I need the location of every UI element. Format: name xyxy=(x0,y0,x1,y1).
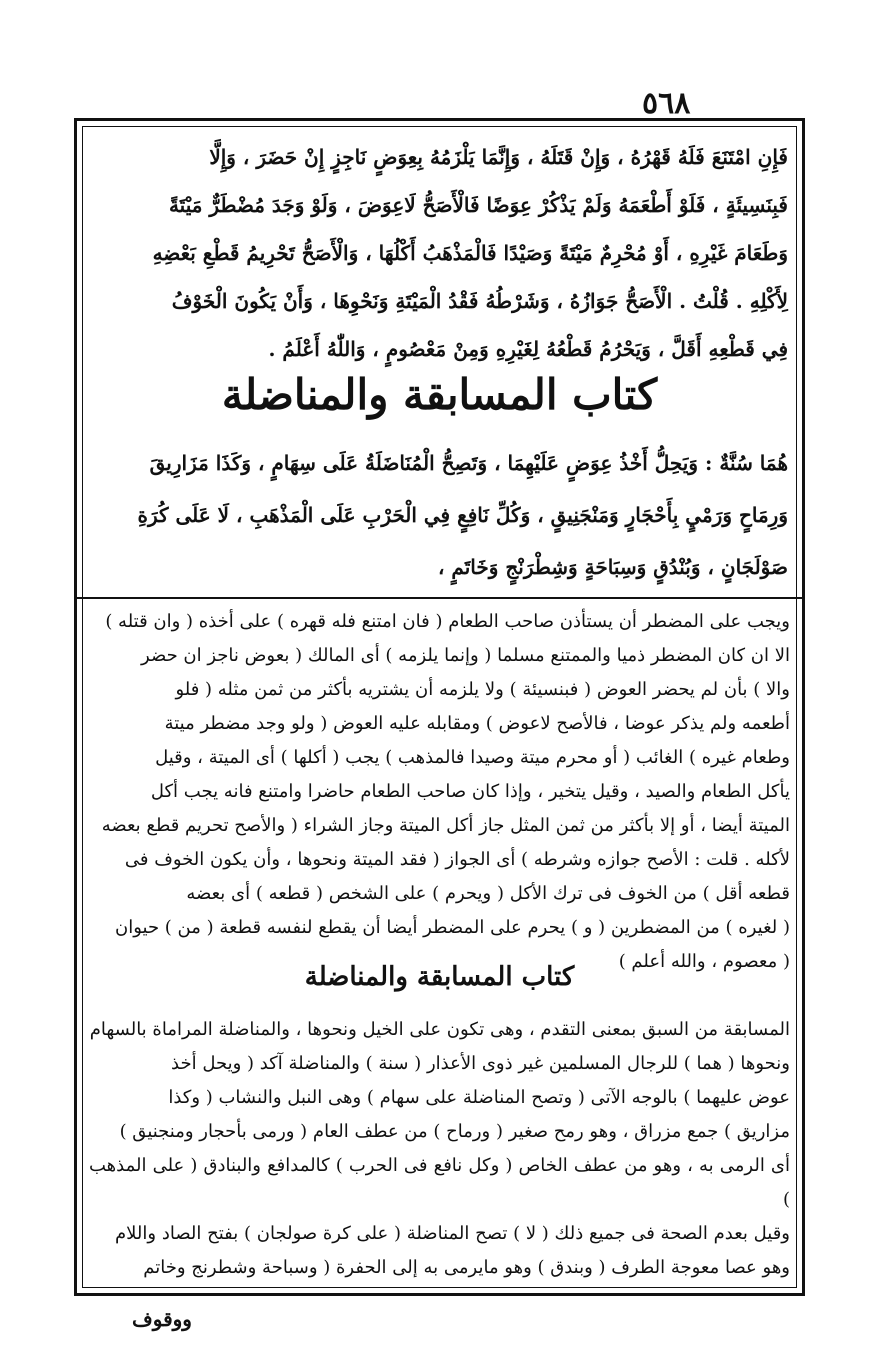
matn-line: فَبِنَسِيئَةٍ ، فَلَوْ أَطْعَمَهُ وَلَمْ يَذْكُرْ عِوَضًا فَالْأَصَحُّ لَاعِوَضَ ، وَلَوْ وَجَدَ مُضْطَرٌّ مَيْتَةً xyxy=(168,193,788,217)
matn-line: صَوْلَجَانٍ ، وَبُنْدُقٍ وَسِبَاحَةٍ وَشِطْرَنْجٍ وَخَاتَمٍ ، xyxy=(437,555,788,579)
commentary-line: ونحوها ( هما ) للرجال المسلمين غير ذوى الأعذار ( سنة ) والمناضلة آكد ( ويحل أخذ xyxy=(171,1053,790,1074)
matn-line: فَإِنِ امْتَنَعَ فَلَهُ قَهْرُهُ ، وَإِنْ قَتَلَهُ ، وَإِنَّمَا يَلْزَمُهُ بِعِوَضٍ نَاجِزٍ إِنْ حَضَرَ ، وَإِلَّا xyxy=(209,145,788,169)
commentary-chapter-text xyxy=(89,1013,790,1285)
matn-line: وَطَعَامَ غَيْرِهِ ، أَوْ مُحْرِمٌ مَيْتَةً وَصَيْدًا فَالْمَذْهَبُ أَكْلُهَا ، وَالْأَصَحُّ تَحْرِيمُ قَطْعِ بَعْضِهِ xyxy=(152,241,788,265)
chapter-heading-small: كتاب المسابقة والمناضلة xyxy=(304,962,575,992)
commentary-line: قطعه أقل ) من الخوف فى ترك الأكل ( ويحرم ) على الشخص ( قطعه ) أى بعضه xyxy=(186,883,790,904)
commentary-line: عوض عليهما ) بالوجه الآتى ( وتصح المناضلة على سهام ) وهى النبل والنشاب ( وكذا xyxy=(168,1087,790,1108)
matn-upper-text xyxy=(91,133,788,373)
page-frame xyxy=(74,118,805,1296)
commentary-line: أطعمه ولم يذكر عوضا ، فالأصح لاعوض ) ومقابله عليه العوض ( ولو وجد مضطر ميتة xyxy=(164,713,790,734)
matn-line: هُمَا سُنَّةٌ : وَيَحِلُّ أَخْذُ عِوَضٍ عَلَيْهِمَا ، وَتَصِحُّ الْمُنَاضَلَةُ عَلَى سِهَامٍ ، وَكَذَا مَزَارِيقَ xyxy=(149,451,788,475)
commentary-line: الا ان كان المضطر ذميا والممتنع مسلما ( وإنما يلزمه ) أى المالك ( بعوض ناجز ان حضر xyxy=(141,645,790,666)
page-number: ٥٦٨ xyxy=(642,86,691,121)
commentary-line: ( معصوم ، والله أعلم ) xyxy=(618,951,790,972)
commentary-line: وطعام غيره ) الغائب ( أو محرم ميتة وصيدا فالمذهب ) يجب ( أكلها ) أى الميتة ، وقيل xyxy=(155,747,790,768)
commentary-line: وقيل بعدم الصحة فى جميع ذلك ( لا ) تصح المناضلة ( على كرة صولجان ) بفتح الصاد واللام xyxy=(115,1223,790,1244)
commentary-line: ( لغيره ) من المضطرين ( و ) يحرم على المضطر أيضا أن يقطع لنفسه قطعة ( من ) حيوان xyxy=(115,917,790,938)
matn-chapter-text xyxy=(91,437,788,593)
section-divider xyxy=(77,597,802,599)
matn-line: وَرِمَاحٍ وَرَمْيٍ بِأَحْجَارٍ وَمَنْجَنِيقٍ ، وَكُلِّ نَافِعٍ فِي الْحَرْبِ عَلَى الْمَذْهَبِ ، لَا عَلَى كُرَةِ xyxy=(137,503,788,527)
commentary-line: يأكل الطعام والصيد ، وقيل يتخير ، وإذا كان صاحب الطعام حاضرا وامتنع فانه يجب أكل xyxy=(150,781,790,802)
matn-line: فِي قَطْعِهِ أَقَلَّ ، وَيَحْرُمُ قَطْعُهُ لِغَيْرِهِ وَمِنْ مَعْصُومٍ ، وَاللّٰهُ أَعْلَمُ . xyxy=(268,337,788,361)
commentary-line: ويجب على المضطر أن يستأذن صاحب الطعام ( فان امتنع فله قهره ) على أخذه ( وان قتله ) xyxy=(105,611,790,632)
commentary-line: والا ) بأن لم يحضر العوض ( فبنسيئة ) ولا يلزمه أن يشتريه بأكثر من ثمن مثله ( فلو xyxy=(175,679,790,700)
commentary-upper-text xyxy=(89,605,790,979)
commentary-line: لأكله . قلت : الأصح جوازه وشرطه ) أى الجواز ( فقد الميتة ونحوها ، وأن يكون الخوف فى xyxy=(124,849,790,870)
catchword: ووقوف xyxy=(132,1307,192,1331)
commentary-line: مزاريق ) جمع مزراق ، وهو رمح صغير ( ورماح ) من عطف العام ( ورمى بأحجار ومنجنيق ) xyxy=(119,1121,790,1142)
commentary-line: أى الرمى به ، وهو من عطف الخاص ( وكل نافع فى الحرب ) كالمدافع والبنادق ( على المذهب ) xyxy=(89,1155,790,1210)
commentary-line: المسابقة من السبق بمعنى التقدم ، وهى تكون على الخيل ونحوها ، والمناضلة المراماة بالسهام xyxy=(89,1019,790,1040)
matn-line: لِأَكْلِهِ . قُلْتُ . الْأَصَحُّ جَوَازُهُ ، وَشَرْطُهُ فَقْدُ الْمَيْتَةِ وَنَحْوِهَا ، وَأَنْ يَكُونَ الْخَوْفُ xyxy=(171,289,788,313)
commentary-line: وهو عصا معوجة الطرف ( وبندق ) وهو مايرمى به إلى الحفرة ( وسباحة وشطرنج وخاتم xyxy=(143,1257,790,1278)
commentary-line: الميتة أيضا ، أو إلا بأكثر من ثمن المثل جاز أكل الميتة وجاز الشراء ( والأصح تحريم قطع بعضه xyxy=(101,815,790,836)
chapter-heading-large: كتاب المسابقة والمناضلة xyxy=(221,370,658,419)
